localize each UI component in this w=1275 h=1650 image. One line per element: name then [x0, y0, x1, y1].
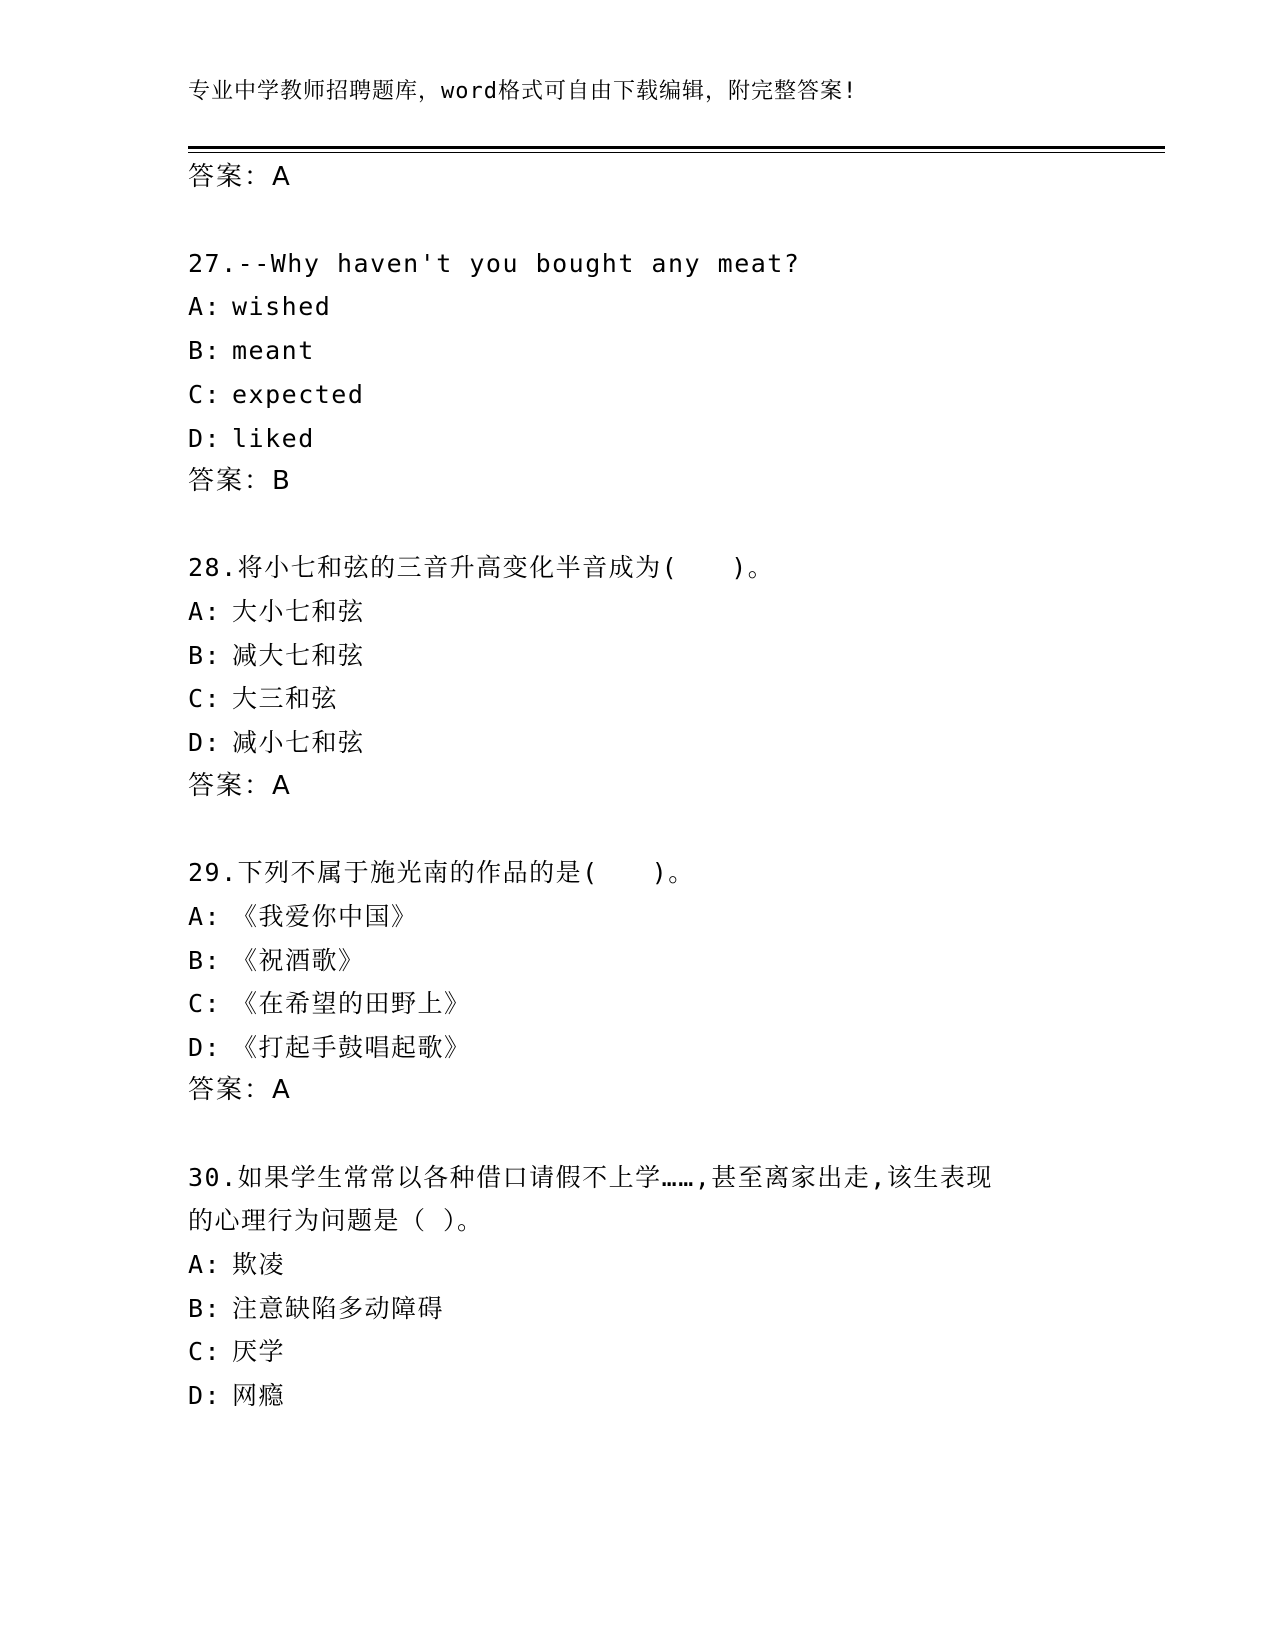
option-text: meant — [232, 336, 315, 365]
option-b — [188, 641, 365, 671]
option-letter: D: — [188, 728, 222, 757]
option-letter: A: — [188, 292, 222, 321]
option-a — [188, 902, 418, 932]
option-b — [188, 1294, 444, 1324]
option-c — [188, 1337, 285, 1367]
option-letter: A: — [188, 902, 222, 931]
option-text: 《祝酒歌》 — [232, 946, 365, 975]
option-letter: C: — [188, 380, 222, 409]
option-letter: D: — [188, 1381, 222, 1410]
option-c — [188, 684, 338, 714]
page-header: 专业中学教师招聘题库，word格式可自由下载编辑，附完整答案! — [188, 79, 858, 104]
option-d — [188, 1381, 285, 1411]
option-letter: A: — [188, 1250, 222, 1279]
answer-line: 答案：A — [188, 771, 292, 801]
option-text: 大三和弦 — [232, 684, 339, 713]
option-b — [188, 336, 315, 366]
option-text: 《我爱你中国》 — [232, 902, 418, 931]
answer-line: 答案：A — [188, 1075, 292, 1105]
option-text: 大小七和弦 — [232, 597, 365, 626]
answer-line: 答案：A — [188, 162, 292, 192]
option-text: 《打起手鼓唱起歌》 — [232, 1033, 471, 1062]
answer-line: 答案：B — [188, 466, 292, 496]
option-c — [188, 989, 471, 1019]
option-letter: B: — [188, 641, 222, 670]
question-stem: 29.下列不属于施光南的作品的是( )。 — [188, 858, 695, 887]
question-stem: 28.将小七和弦的三音升高变化半音成为( )。 — [188, 553, 775, 582]
option-text: liked — [232, 424, 315, 453]
option-d — [188, 1033, 471, 1063]
option-a — [188, 1250, 285, 1280]
option-letter: B: — [188, 1294, 222, 1323]
option-letter: C: — [188, 989, 222, 1018]
question-stem: 30.如果学生常常以各种借口请假不上学……,甚至离家出走,该生表现 — [188, 1163, 993, 1192]
option-letter: B: — [188, 946, 222, 975]
option-text: 网瘾 — [232, 1381, 286, 1410]
option-letter: C: — [188, 684, 222, 713]
option-text: wished — [232, 292, 332, 321]
option-letter: B: — [188, 336, 222, 365]
option-text: 减小七和弦 — [232, 728, 365, 757]
header-rule-thick — [188, 146, 1165, 149]
option-c — [188, 380, 364, 410]
option-a — [188, 292, 331, 322]
option-letter: C: — [188, 1337, 222, 1366]
option-d — [188, 728, 365, 758]
question-stem-continued: 的心理行为问题是（ ）。 — [188, 1206, 484, 1235]
option-text: expected — [232, 380, 365, 409]
option-text: 注意缺陷多动障碍 — [232, 1294, 445, 1323]
option-d — [188, 424, 315, 454]
option-text: 《在希望的田野上》 — [232, 989, 471, 1018]
header-rule-thin — [188, 152, 1165, 153]
option-text: 减大七和弦 — [232, 641, 365, 670]
question-stem: 27.--Why haven't you bought any meat? — [188, 249, 801, 278]
option-text: 欺凌 — [232, 1250, 286, 1279]
option-letter: A: — [188, 597, 222, 626]
option-letter: D: — [188, 1033, 222, 1062]
option-text: 厌学 — [232, 1337, 286, 1366]
option-b — [188, 946, 365, 976]
option-letter: D: — [188, 424, 222, 453]
option-a — [188, 597, 365, 627]
